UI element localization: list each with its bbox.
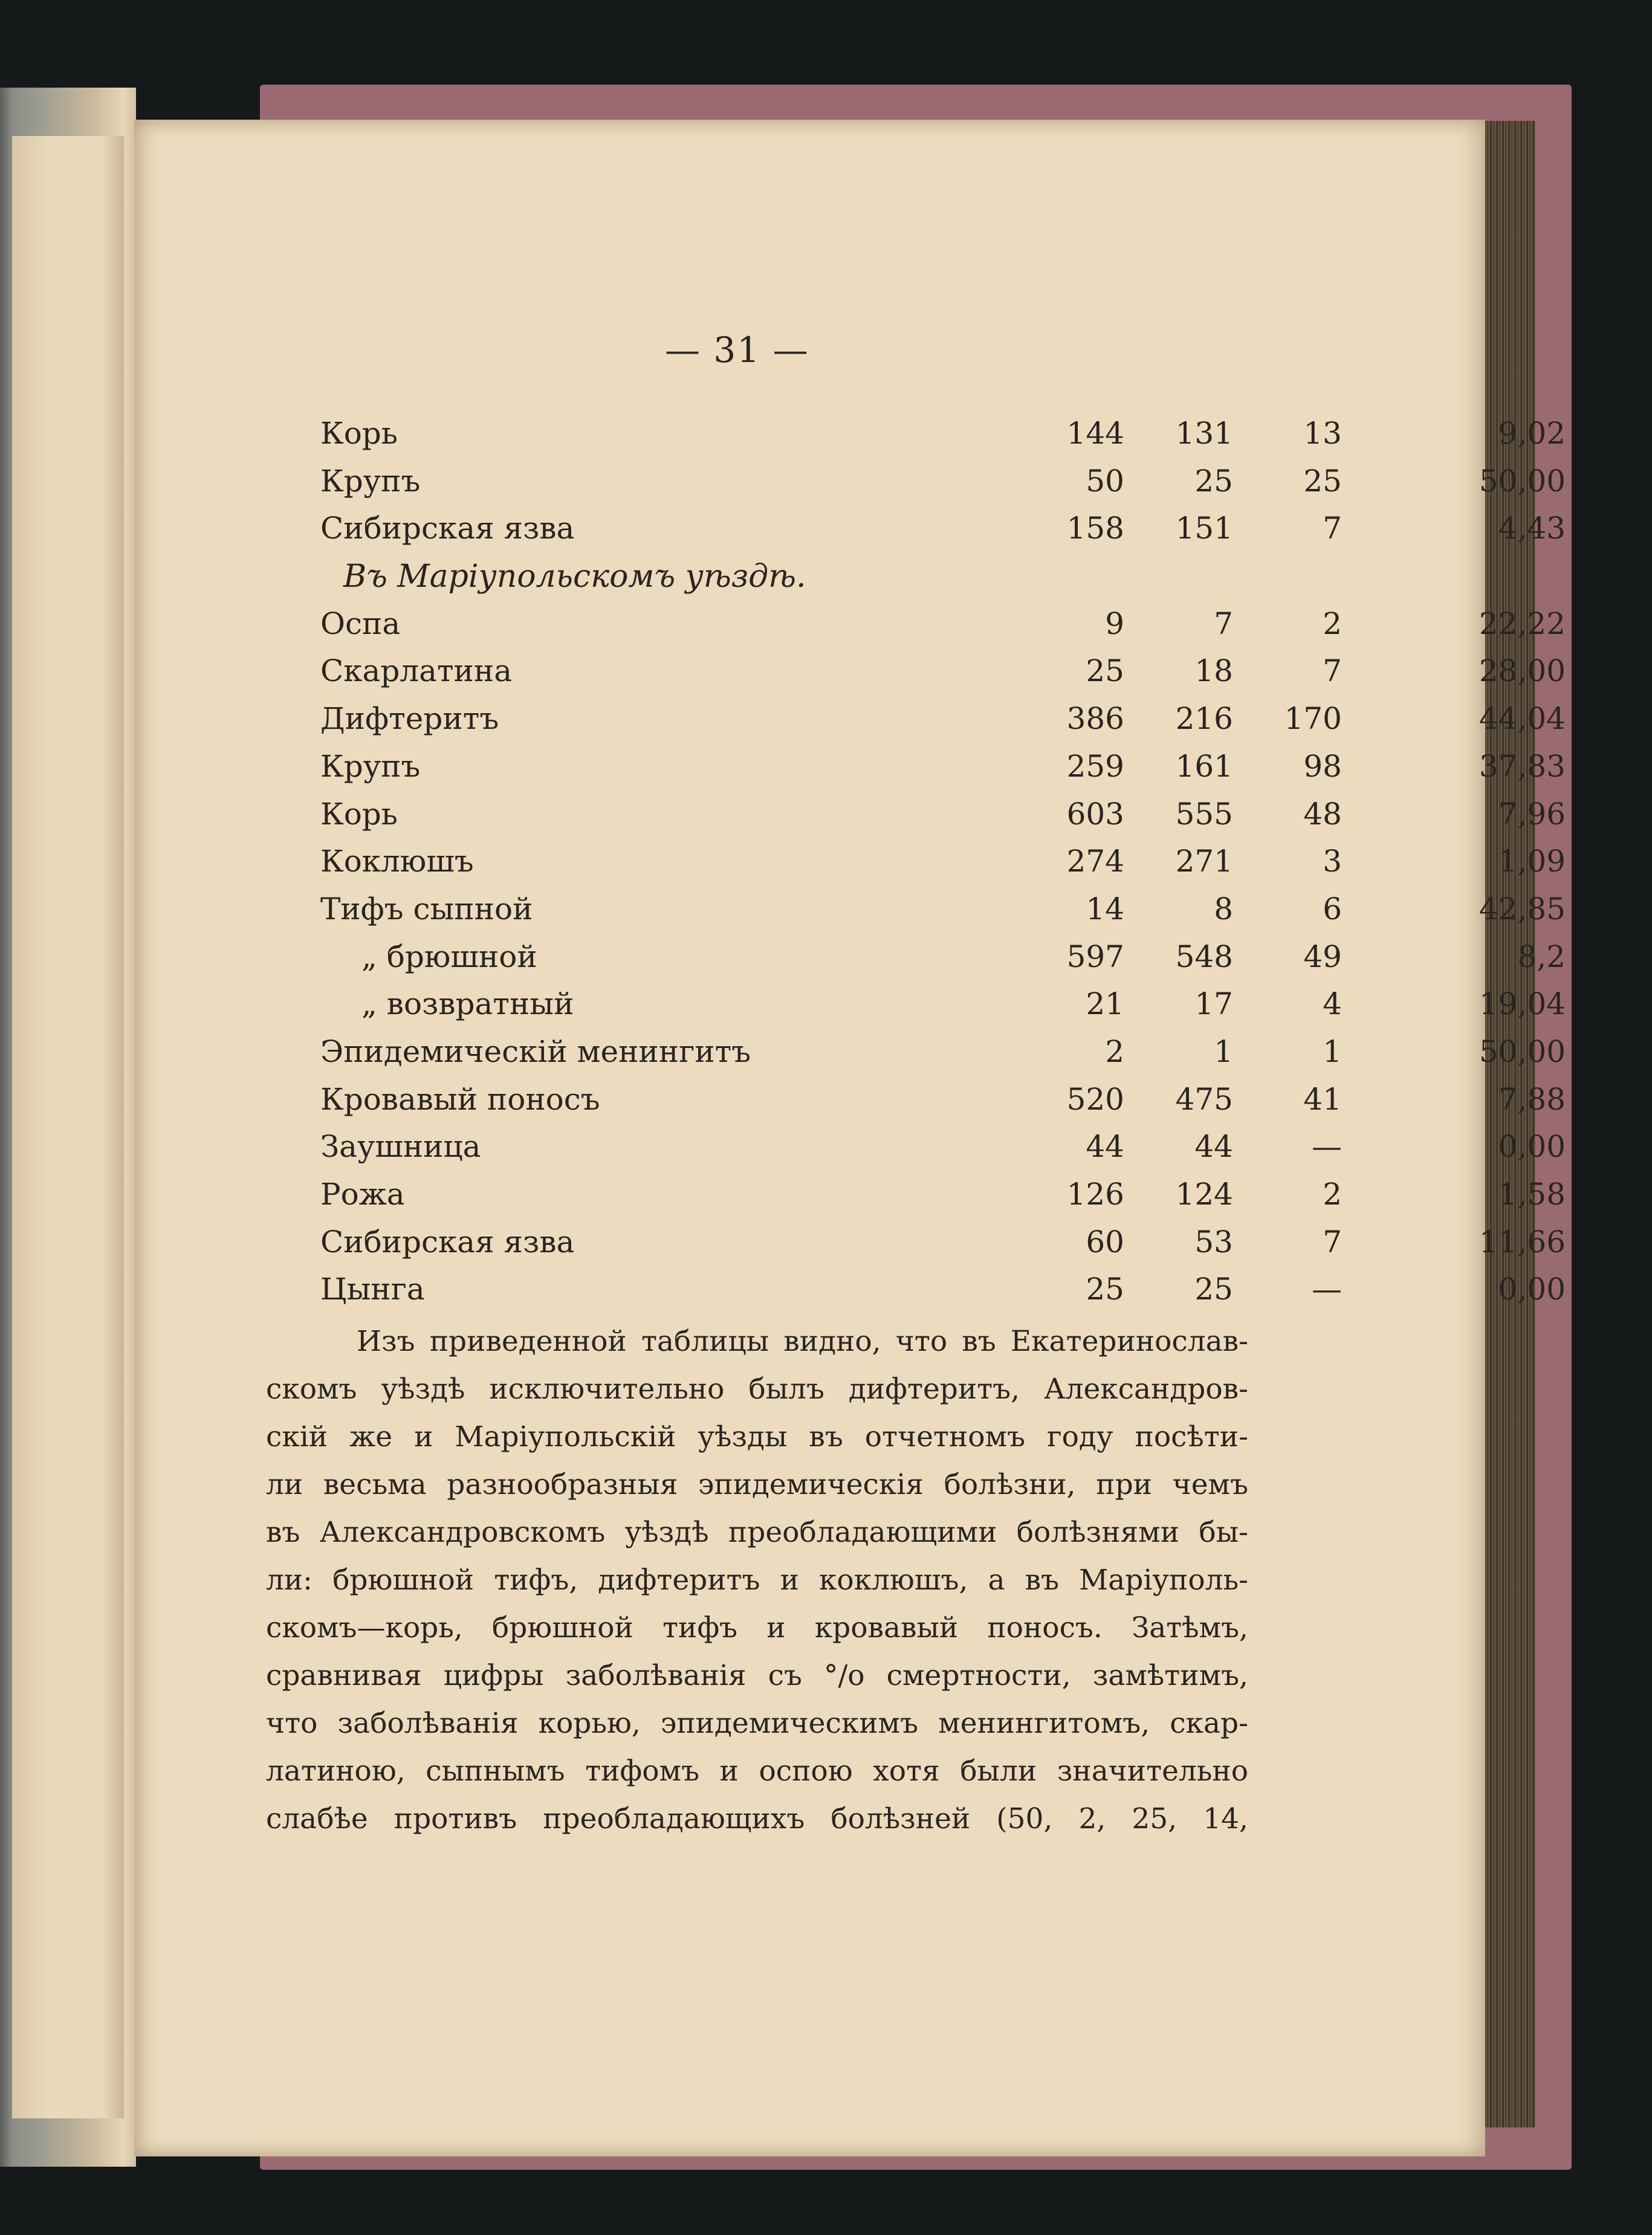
table-row — [320, 1220, 1566, 1267]
table-row — [320, 459, 1566, 506]
table-cell-c2: 17 — [1194, 986, 1233, 1022]
table-cell-c2: 271 — [1175, 844, 1233, 879]
table-section-heading — [320, 554, 1245, 601]
table-cell-c2: 25 — [1194, 463, 1233, 499]
table-cell-c1: 14 — [1086, 891, 1124, 927]
table-cell-c4: 37,83 — [1479, 748, 1566, 784]
table-cell-c4: 11,66 — [1479, 1224, 1566, 1260]
disease-name: Крупъ — [320, 463, 421, 499]
table-cell-c3: 3 — [1323, 844, 1342, 879]
table-cell-c2: 44 — [1194, 1129, 1233, 1165]
table-row — [320, 839, 1566, 887]
table-cell-c3: 13 — [1303, 416, 1342, 451]
table-row — [320, 1077, 1566, 1125]
table-cell-c3: 41 — [1303, 1081, 1342, 1117]
table-cell-c3: 7 — [1323, 511, 1342, 546]
table-cell-c2: 1 — [1214, 1033, 1233, 1069]
table-cell-c2: 124 — [1175, 1177, 1233, 1212]
table-cell-c4: 4,43 — [1498, 511, 1566, 546]
table-cell-c3: 98 — [1303, 748, 1342, 784]
table-cell-c1: 25 — [1086, 653, 1124, 689]
paragraph-line: латиною, сыпнымъ тифомъ и оспою хотя были значительно — [266, 1755, 1248, 1788]
table-cell-c3: 7 — [1323, 653, 1342, 689]
table-row — [320, 411, 1566, 459]
paragraph-line: ли: брюшной тифъ, дифтеритъ и коклюшъ, а въ Маріуполь- — [266, 1564, 1248, 1597]
disease-name: Тифъ сыпной — [320, 891, 533, 927]
table-cell-c3: — — [1312, 1272, 1342, 1307]
table-cell-c4: 7,96 — [1498, 796, 1566, 832]
table-row — [320, 696, 1566, 744]
table-cell-c2: 555 — [1175, 796, 1233, 832]
table-row — [320, 887, 1566, 934]
disease-name: Рожа — [320, 1177, 405, 1212]
paragraph-line: ли весьма разнообразныя эпидемическія болѣзни, при чемъ — [266, 1468, 1248, 1501]
disease-name: Сибирская язва — [320, 511, 575, 546]
paragraph-line: слабѣе противъ преобладающихъ болѣзней (50, 2, 25, 14, — [266, 1802, 1248, 1836]
disease-name: Цынга — [320, 1272, 425, 1307]
table-cell-c1: 274 — [1066, 844, 1124, 879]
table-cell-c4: 50,00 — [1479, 1033, 1566, 1069]
disease-name: Крупъ — [320, 748, 421, 784]
table-row — [320, 506, 1566, 554]
table-cell-c2: 53 — [1194, 1224, 1233, 1260]
table-cell-c2: 161 — [1175, 748, 1233, 784]
disease-table — [320, 411, 1566, 1315]
paragraph-line: Изъ приведенной таблицы видно, что въ Екатеринослав- — [357, 1325, 1248, 1358]
body-paragraph — [266, 1318, 1248, 1843]
table-row — [320, 1029, 1566, 1077]
section-heading: Въ Маріупольскомъ уѣздѣ. — [343, 558, 806, 595]
disease-name: Дифтеритъ — [320, 701, 499, 737]
table-cell-c4: 44,04 — [1479, 701, 1566, 737]
table-cell-c1: 25 — [1086, 1272, 1124, 1307]
table-row — [320, 934, 1566, 982]
disease-name: Корь — [320, 796, 398, 832]
paragraph-line: сравнивая цифры заболѣванія съ °/o смертности, замѣтимъ, — [266, 1659, 1248, 1692]
table-cell-c4: 0,00 — [1498, 1129, 1566, 1165]
table-cell-c4: 0,00 — [1498, 1272, 1566, 1307]
table-cell-c4: 50,00 — [1479, 463, 1566, 499]
table-cell-c2: 131 — [1175, 416, 1233, 451]
table-row — [320, 1172, 1566, 1220]
table-cell-c3: 1 — [1323, 1033, 1342, 1069]
table-cell-c1: 126 — [1066, 1177, 1124, 1212]
paragraph-line: скомъ—корь, брюшной тифъ и кровавый поносъ. Затѣмъ, — [266, 1611, 1248, 1645]
left-page-edge — [0, 88, 136, 2167]
table-cell-c3: 2 — [1323, 606, 1342, 641]
table-cell-c1: 158 — [1066, 511, 1124, 546]
table-cell-c1: 2 — [1105, 1033, 1124, 1069]
table-cell-c4: 42,85 — [1479, 891, 1566, 927]
table-row — [320, 1124, 1566, 1172]
table-cell-c1: 259 — [1066, 748, 1124, 784]
table-cell-c3: 2 — [1323, 1177, 1342, 1212]
disease-name: Скарлатина — [320, 653, 513, 689]
table-cell-c3: — — [1312, 1129, 1342, 1165]
table-cell-c2: 8 — [1214, 891, 1233, 927]
paragraph-line: скомъ уѣздѣ исключительно былъ дифтеритъ, Александров- — [266, 1373, 1248, 1406]
paragraph-line: что заболѣванія корью, эпидемическимъ менингитомъ, скар- — [266, 1707, 1248, 1740]
paragraph-line: въ Александровскомъ уѣздѣ преобладающими болѣзнями бы- — [266, 1516, 1248, 1549]
table-cell-c4: 8,2 — [1517, 939, 1566, 974]
table-cell-c3: 25 — [1303, 463, 1342, 499]
disease-name: „ возвратный — [361, 986, 574, 1022]
table-cell-c1: 386 — [1066, 701, 1124, 737]
table-row — [320, 601, 1566, 649]
table-cell-c1: 9 — [1105, 606, 1124, 641]
table-cell-c3: 4 — [1323, 986, 1342, 1022]
disease-name: Заушница — [320, 1129, 481, 1165]
disease-name: Коклюшъ — [320, 844, 474, 879]
disease-name: Кровавый поносъ — [320, 1081, 600, 1117]
table-row — [320, 792, 1566, 839]
table-cell-c1: 50 — [1086, 463, 1124, 499]
table-cell-c1: 44 — [1086, 1129, 1124, 1165]
table-cell-c4: 7,88 — [1498, 1081, 1566, 1117]
disease-name: Сибирская язва — [320, 1224, 575, 1260]
table-cell-c3: 7 — [1323, 1224, 1342, 1260]
disease-name: Эпидемическій менингитъ — [320, 1033, 751, 1069]
table-cell-c2: 18 — [1194, 653, 1233, 689]
table-cell-c3: 49 — [1303, 939, 1342, 974]
table-row — [320, 649, 1566, 696]
table-cell-c1: 520 — [1066, 1081, 1124, 1117]
table-cell-c1: 21 — [1086, 986, 1124, 1022]
page-number: — 31 — — [665, 329, 809, 370]
table-cell-c3: 48 — [1303, 796, 1342, 832]
left-page — [12, 136, 124, 2118]
table-cell-c4: 19,04 — [1479, 986, 1566, 1022]
table-cell-c3: 6 — [1323, 891, 1342, 927]
table-cell-c1: 60 — [1086, 1224, 1124, 1260]
table-cell-c2: 216 — [1175, 701, 1233, 737]
table-cell-c4: 22,22 — [1479, 606, 1566, 641]
table-cell-c4: 9,02 — [1498, 416, 1566, 451]
table-cell-c2: 475 — [1175, 1081, 1233, 1117]
table-cell-c4: 1,09 — [1498, 844, 1566, 879]
table-cell-c2: 7 — [1214, 606, 1233, 641]
table-row — [320, 1267, 1566, 1315]
table-cell-c2: 25 — [1194, 1272, 1233, 1307]
disease-name: Корь — [320, 416, 398, 451]
table-cell-c2: 548 — [1175, 939, 1233, 974]
table-cell-c1: 597 — [1066, 939, 1124, 974]
table-row — [320, 982, 1566, 1029]
table-cell-c4: 28,00 — [1479, 653, 1566, 689]
disease-name: Оспа — [320, 606, 401, 641]
table-cell-c2: 151 — [1175, 511, 1233, 546]
paragraph-line: скій же и Маріупольскій уѣзды въ отчетномъ году посѣти- — [266, 1420, 1248, 1454]
disease-name: „ брюшной — [361, 939, 537, 974]
table-cell-c4: 1,58 — [1498, 1177, 1566, 1212]
table-cell-c1: 144 — [1066, 416, 1124, 451]
table-cell-c3: 170 — [1284, 701, 1342, 737]
table-cell-c1: 603 — [1066, 796, 1124, 832]
table-row — [320, 744, 1566, 792]
